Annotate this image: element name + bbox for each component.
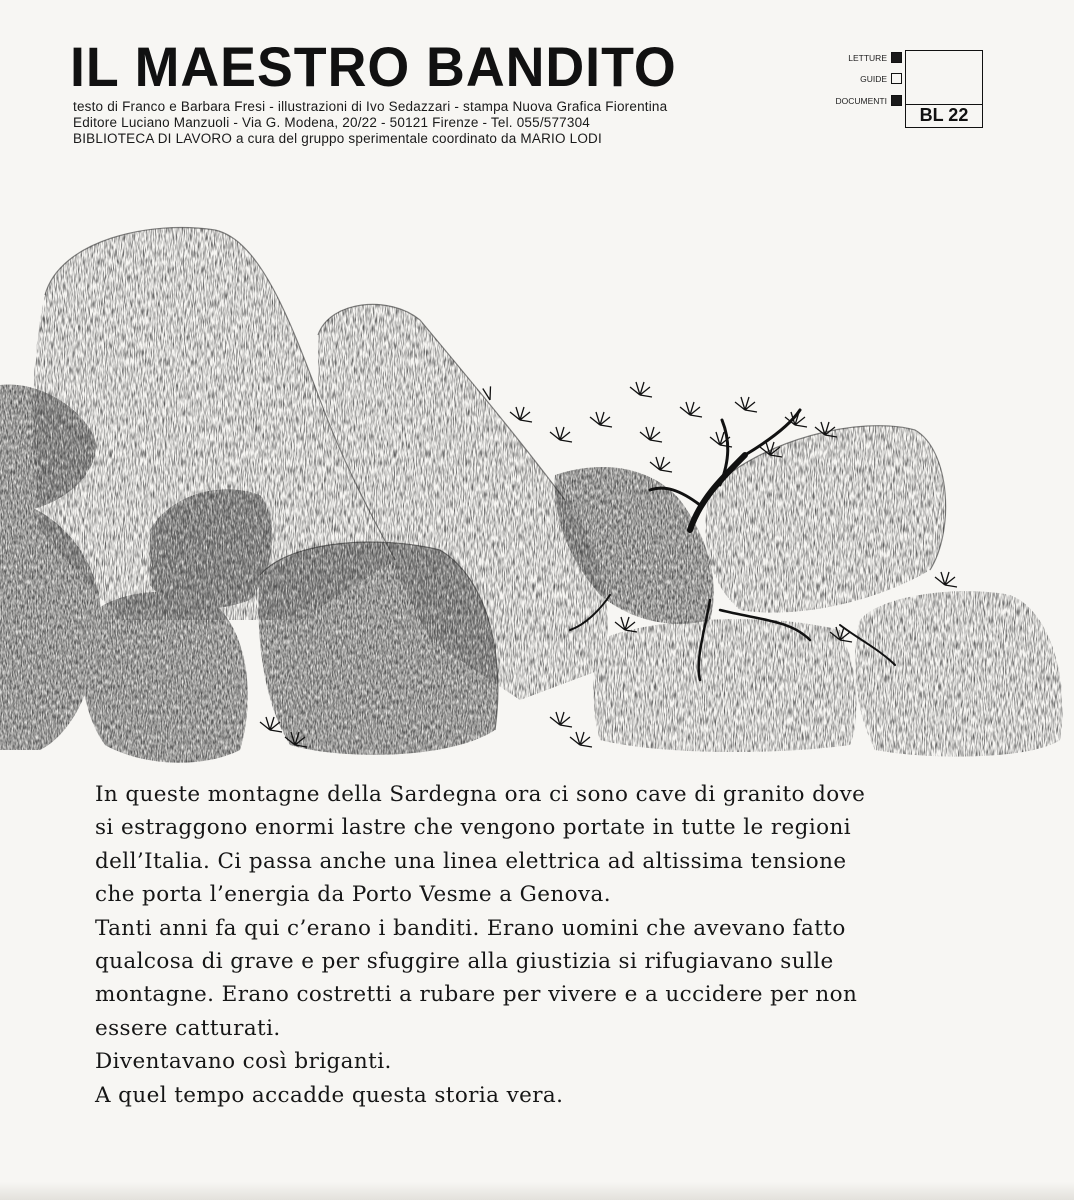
boulder-far-right — [855, 591, 1063, 756]
story-line: qualcosa di grave e per sfuggire alla giustizia si rifugiavano sulle — [95, 949, 834, 975]
category-letture — [848, 52, 902, 63]
credits-line-authors: testo di Franco e Barbara Fresi - illustrazioni di Ivo Sedazzari - stampa Nuova Grafica Fiorentina — [73, 99, 668, 114]
credits-block — [73, 99, 667, 147]
series-code-box — [905, 50, 983, 128]
boulder-right-back — [705, 426, 945, 613]
credits-line-series: BIBLIOTECA DI LAVORO a cura del gruppo sperimentale coordinato da MARIO LODI — [73, 131, 602, 146]
category-label: GUIDE — [860, 73, 887, 84]
credits-line-publisher: Editore Luciano Manzuoli - Via G. Modena, 20/22 - 50121 Firenze - Tel. 055/577304 — [73, 115, 591, 130]
book-title: IL MAESTRO BANDITO — [70, 35, 677, 98]
story-line: A quel tempo accadde questa storia vera. — [95, 1082, 564, 1108]
boulder-center-low — [593, 619, 856, 752]
category-documenti — [836, 95, 902, 106]
boulder-front-left — [82, 592, 248, 763]
story-line: si estraggono enormi lastre che vengono portate in tutte le regioni — [95, 815, 851, 841]
story-line: montagne. Erano costretti a rubare per vivere e a uccidere per non — [95, 982, 858, 1008]
checkbox-filled-icon — [891, 95, 902, 106]
series-code: BL 22 — [906, 104, 982, 127]
story-line: In queste montagne della Sardegna ora ci sono cave di granito dove — [95, 782, 866, 807]
checkbox-empty-icon — [891, 73, 902, 84]
boulders-illustration — [0, 200, 1074, 780]
story-line: che porta l’energia da Porto Vesme a Genova. — [95, 882, 611, 908]
story-line: Tanti anni fa qui c’erano i banditi. Erano uomini che avevano fatto — [95, 915, 846, 941]
story-line: Diventavano così briganti. — [95, 1049, 392, 1075]
boulder-front-center — [259, 542, 498, 755]
page-bottom-edge — [0, 1182, 1074, 1200]
category-label: LETTURE — [848, 52, 887, 63]
story-line: dell’Italia. Ci passa anche una linea elettrica ad altissima tensione — [95, 848, 847, 874]
story-line: essere catturati. — [95, 1015, 281, 1041]
checkbox-filled-icon — [891, 52, 902, 63]
category-guide — [860, 73, 902, 84]
story-text — [95, 778, 975, 1112]
category-label: DOCUMENTI — [835, 95, 887, 106]
